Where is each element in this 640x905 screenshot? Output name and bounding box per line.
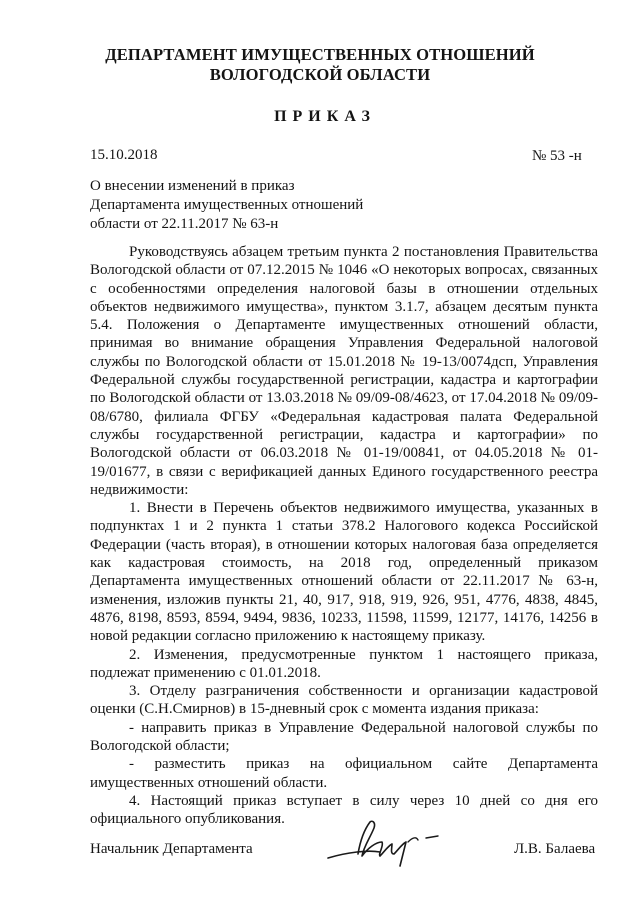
subject-line2: Департамента имущественных отношений <box>90 197 364 213</box>
paragraph-item-1: 1. Внести в Перечень объектов недвижимого имущества, указанных в подпунктах 1 и 2 пункта 1 статьи 378.2 Налогового кодекса Российской Федерации (часть вторая), в отношении которых налоговая база определяется как кадастровая стоимость, на 2018 год, определенный приказом Департамента имущественных отношений области от 22.11.2017 № 63-н, изменения, изложив пункты 21, 40, 917, 918, 919, 926, 951, 4776, 4838, 4845, 4876, 8198, 8593, 8594, 9494, 9836, 10233, 11598, 11599, 12177, 14176, 14256 в новой редакции согласно приложению к настоящему приказу. <box>90 500 598 645</box>
paragraph-item-2: 2. Изменения, предусмотренные пунктом 1 настоящего приказа, подлежат применению с 01.01.2018. <box>90 646 598 681</box>
paragraph-item-3-sub2: - разместить приказ на официальном сайте Департамента имущественных отношений области. <box>90 756 598 791</box>
document-subject <box>90 177 420 234</box>
paragraph-preamble: Руководствуясь абзацем третьим пункта 2 постановления Правительства Вологодской области от 07.12.2015 № 1046 «О некоторых вопросах, связанных с особенностями определения налоговой базы в отношении отдельных объектов недвижимого имущества», пунктом 3.1.7, абзацем десятым пункта 5.4. Положения о Департаменте имущественных отношений области, принимая во внимание обращения Управления Федеральной налоговой службы по Вологодской области от 15.01.2018 № 19-13/0074дсп, Управления Федеральной службы государственной регистрации, кадастра и картографии по Вологодской области от 13.03.2018 № 09/09-08/4623, от 17.04.2018 № 09/09-08/6780, филиала ФГБУ «Федеральная кадастровая палата Федеральной службы государственной регистрации, кадастра и картографии» по Вологодской области от 06.03.2018 № 01-19/00841, от 04.05.2018 № 01-19/01677, в связи с верификацией данных Единого государственного реестра недвижимости: <box>90 244 598 498</box>
paragraph-item-3-sub1: - направить приказ в Управление Федеральной налоговой службы по Вологодской области; <box>90 719 598 755</box>
signatory-position: Начальник Департамента <box>90 841 253 857</box>
department-header-line2: ВОЛОГОДСКОЙ ОБЛАСТИ <box>209 65 431 84</box>
paragraph-item-3: 3. Отделу разграничения собственности и организации кадастровой оценки (С.Н.Смирнов) в 15-дневный срок с момента издания приказа: <box>90 683 598 718</box>
handwritten-signature <box>318 812 458 872</box>
document-date: 15.10.2018 <box>90 147 158 163</box>
document-body <box>90 243 598 829</box>
department-header-line1: ДЕПАРТАМЕНТ ИМУЩЕСТВЕННЫХ ОТНОШЕНИЙ <box>105 45 535 64</box>
signatory-name: Л.В. Балаева <box>514 841 596 857</box>
paragraph-item-4: 4. Настоящий приказ вступает в силу через 10 дней со дня его официального опубликования. <box>90 792 598 828</box>
subject-line1: О внесении изменений в приказ <box>90 178 295 194</box>
document-title: ПРИКАЗ <box>274 108 376 125</box>
subject-line3: области от 22.11.2017 № 63-н <box>90 216 279 232</box>
document-number: № 53 -н <box>532 148 582 164</box>
